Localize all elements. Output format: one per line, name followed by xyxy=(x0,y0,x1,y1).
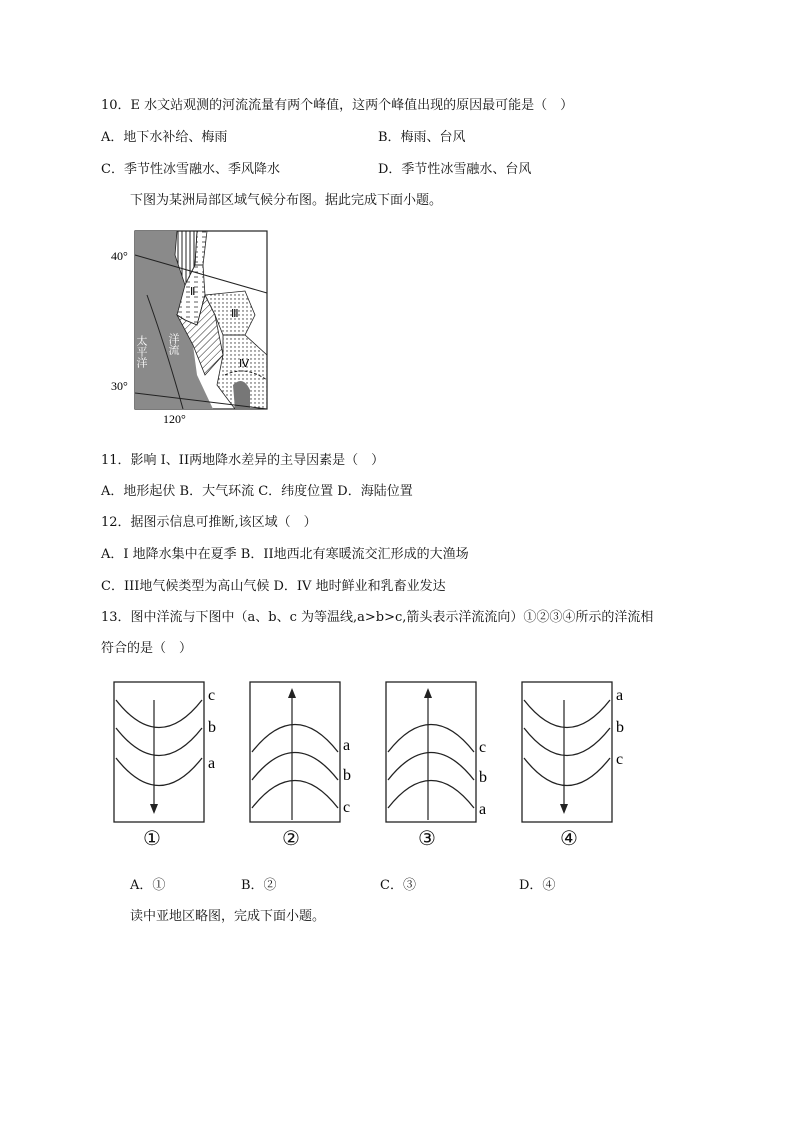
panel-1-isoline-bottom: a xyxy=(208,755,216,772)
q13-stem-line1: 13．图中洋流与下图中（a、b、c 为等温线,a>b>c,箭头表示洋流流向）①②③④所示的洋流相 xyxy=(101,610,654,625)
q13-option-c: C．③ xyxy=(380,878,416,893)
q10-option-d: D．季节性冰雪融水、台风 xyxy=(378,162,532,177)
lat-40-label: 40° xyxy=(111,249,128,263)
panel-4-isoline-mid: b xyxy=(616,719,624,736)
panel-4-label: ④ xyxy=(560,826,578,850)
q13-option-d: D．④ xyxy=(519,878,556,893)
panel-1-label: ① xyxy=(143,826,161,850)
q13-option-a: A．① xyxy=(130,878,166,893)
region-iii-label: Ⅲ xyxy=(231,308,239,320)
panel-3-isoline-top: c xyxy=(479,739,487,756)
panel-3-label: ③ xyxy=(418,826,436,850)
q10-stem: 10．E 水文站观测的河流流量有两个峰值，这两个峰值出现的原因最可能是（ ） xyxy=(101,98,574,113)
current-label: 洋流 xyxy=(167,333,179,355)
climate-map xyxy=(105,225,285,425)
panel-3-isoline-mid: b xyxy=(479,769,487,786)
q10-option-b: B．梅雨、台风 xyxy=(378,130,466,145)
panel-1-isoline-top: c xyxy=(208,687,216,704)
ocean-label: 太平洋 xyxy=(135,335,147,368)
current-panel-1 xyxy=(110,680,230,830)
q13-stem-line2: 符合的是（ ） xyxy=(101,641,193,656)
q11-options: A．地形起伏 B．大气环流 C．纬度位置 D．海陆位置 xyxy=(101,484,413,499)
lat-30-label: 30° xyxy=(111,379,128,393)
q11-stem: 11．影响 I、II两地降水差异的主导因素是（ ） xyxy=(101,453,385,468)
q13-option-b: B．② xyxy=(241,878,277,893)
panel-3-isoline-bottom: a xyxy=(479,801,487,818)
region-ii-label: Ⅱ xyxy=(190,286,196,298)
panel-4-isoline-bottom: c xyxy=(616,751,624,768)
q10-option-c: C．季节性冰雪融水、季风降水 xyxy=(101,162,280,177)
current-panel-4 xyxy=(518,680,638,830)
q12-options-line2: C．III地气候类型为高山气候 D．IV 地时鲜业和乳畜业发达 xyxy=(101,579,446,594)
current-panel-3 xyxy=(382,680,502,830)
intro-climate-map: 下图为某洲局部区域气候分布图。据此完成下面小题。 xyxy=(130,193,443,208)
panel-2-isoline-mid: b xyxy=(343,767,351,784)
panel-2-label: ② xyxy=(282,826,300,850)
region-iv-label: Ⅳ xyxy=(239,358,250,370)
lon-120-label: 120° xyxy=(163,412,186,425)
q12-stem: 12．据图示信息可推断,该区域（ ） xyxy=(101,515,317,530)
panel-2-isoline-top: a xyxy=(343,737,351,754)
q10-option-a: A．地下水补给、梅雨 xyxy=(101,130,228,145)
panel-1-isoline-mid: b xyxy=(208,719,216,736)
intro-central-asia: 读中亚地区略图，完成下面小题。 xyxy=(130,909,326,924)
panel-4-isoline-top: a xyxy=(616,687,624,704)
panel-2-isoline-bottom: c xyxy=(343,799,351,816)
q12-options-line1: A．I 地降水集中在夏季 B．II地西北有寒暖流交汇形成的大渔场 xyxy=(101,547,469,562)
current-panel-2 xyxy=(246,680,366,830)
